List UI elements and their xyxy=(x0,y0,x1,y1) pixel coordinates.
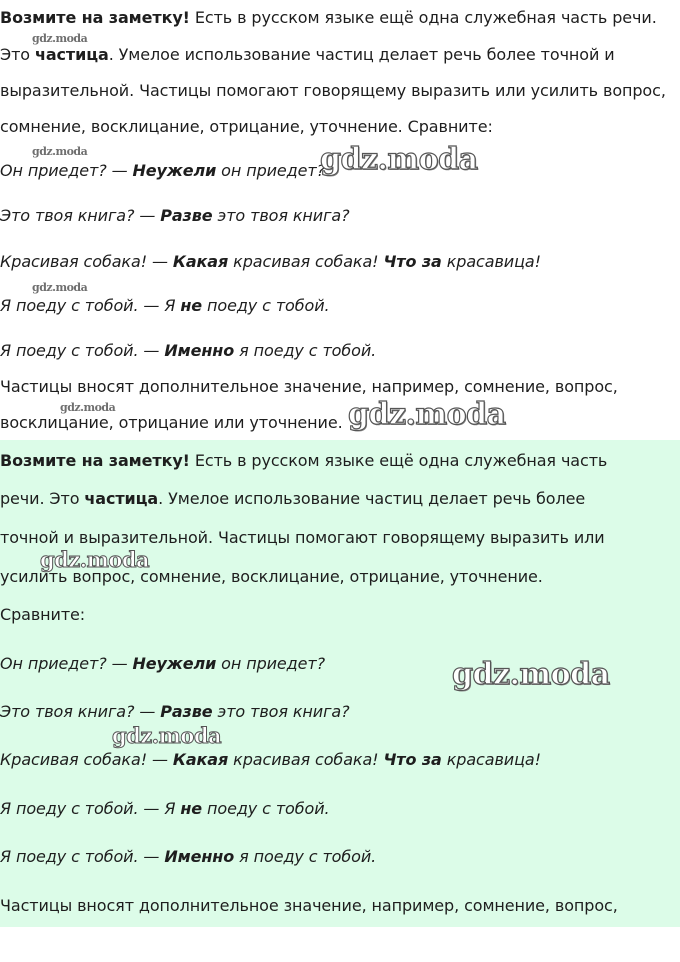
watermark: gdz.moda xyxy=(32,145,88,158)
watermark: gdz.moda xyxy=(40,547,150,572)
watermark: gdz.moda xyxy=(32,32,88,45)
watermark: gdz.moda xyxy=(348,397,506,432)
watermark: gdz.moda xyxy=(32,281,88,294)
note-label: Возмите на заметку! xyxy=(0,8,190,27)
block2-para1-line5: Сравните: xyxy=(0,605,86,624)
block1-para1-line3: выразительной. Частицы помогают говорящему выразить или усилить вопрос, xyxy=(0,81,666,100)
term-particle: частица xyxy=(34,45,109,64)
block2-example-3: Красивая собака! — Какая красивая собака! Что за красавица! xyxy=(0,750,541,769)
watermark: gdz.moda xyxy=(320,142,478,177)
block2-para1-line1: Возмите на заметку! Есть в русском языке ещё одна служебная часть xyxy=(0,451,608,470)
block1-para2-line1: Частицы вносят дополнительное значение, например, сомнение, вопрос, xyxy=(0,377,618,396)
block1-example-3: Красивая собака! — Какая красивая собака! Что за красавица! xyxy=(0,252,541,271)
block2-para1-line4: усилить вопрос, сомнение, восклицание, отрицание, уточнение. xyxy=(0,567,543,586)
block1-para1-line2: Это частица. Умелое использование частиц делает речь более точной и xyxy=(0,45,615,64)
block1-para2-line2: восклицание, отрицание или уточнение. xyxy=(0,413,343,432)
block2-para2-line1: Частицы вносят дополнительное значение, например, сомнение, вопрос, xyxy=(0,896,618,915)
block1-example-1: Он приедет? — Неужели он приедет? xyxy=(0,161,325,180)
block2-example-2: Это твоя книга? — Разве это твоя книга? xyxy=(0,702,350,721)
block1-example-2: Это твоя книга? — Разве это твоя книга? xyxy=(0,206,350,225)
block2-example-4: Я поеду с тобой. — Я не поеду с тобой. xyxy=(0,799,330,818)
block2-example-1: Он приедет? — Неужели он приедет? xyxy=(0,654,325,673)
block2-para1-line2: речи. Это частица. Умелое использование частиц делает речь более xyxy=(0,489,586,508)
block1-example-4: Я поеду с тобой. — Я не поеду с тобой. xyxy=(0,296,330,315)
watermark: gdz.moda xyxy=(60,401,116,414)
block1-para1-line4: сомнение, восклицание, отрицание, уточнение. Сравните: xyxy=(0,117,493,136)
block1-para1-line1: Возмите на заметку! Есть в русском языке ещё одна служебная часть речи. xyxy=(0,8,657,27)
watermark: gdz.moda xyxy=(452,657,610,692)
block1-example-5: Я поеду с тобой. — Именно я поеду с тобой. xyxy=(0,341,377,360)
watermark: gdz.moda xyxy=(112,723,222,748)
block2-example-5: Я поеду с тобой. — Именно я поеду с тобой. xyxy=(0,847,377,866)
block2-para1-line3: точной и выразительной. Частицы помогают говорящему выразить или xyxy=(0,528,605,547)
